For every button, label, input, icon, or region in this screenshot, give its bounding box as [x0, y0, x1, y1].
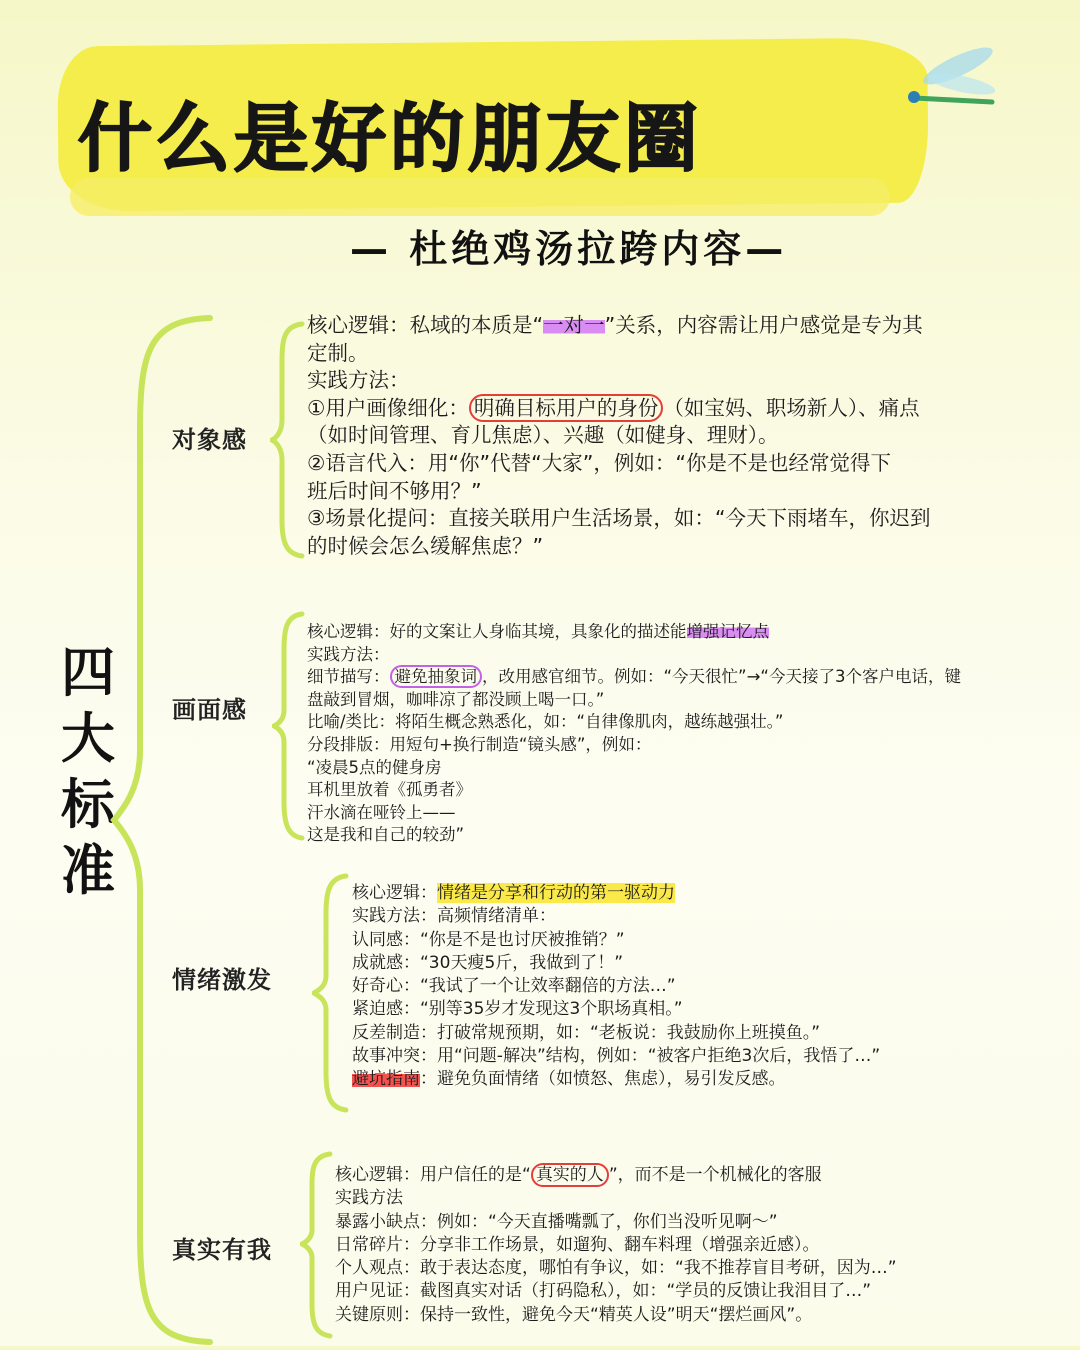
section-visual-content [307, 621, 961, 847]
circled-real-person: 真实的人 [531, 1163, 609, 1187]
main-bracket [110, 310, 220, 1350]
section-label-authentic: 真实有我 [172, 1236, 272, 1264]
section-line: 细节描写： 避免抽象词 ，改用感官细节。例如：“今天很忙”→“今天接了3个客户电话，键 [307, 667, 961, 687]
section-line: 盘敲到冒烟，咖啡凉了都没顾上喝一口。” [307, 689, 605, 709]
section-line: ①用户画像细化： 明确目标用户的身份 （如宝妈、职场新人）、痛点 [307, 395, 920, 420]
section-line: 的时候会怎么缓解焦虑？” [307, 533, 544, 558]
section-line: 故事冲突：用“问题-解决”结构，例如：“被客户拒绝3次后，我悟了…” [352, 1046, 881, 1067]
section-line: 核心逻辑：用户信任的是“ 真实的人 ”，而不是一个机械化的客服 [335, 1165, 822, 1185]
section-emotion-content [352, 882, 880, 1092]
section-line: 实践方法： [307, 644, 390, 664]
section-line: ③场景化提问：直接关联用户生活场景，如：“今天下雨堵车，你迟到 [307, 506, 931, 531]
dragonfly-icon [900, 40, 1000, 120]
circled-target-identity: 明确目标用户的身份 [469, 394, 664, 422]
section-line: 这是我和自己的较劲” [307, 825, 465, 845]
vertical-title-char: 准 [61, 839, 115, 902]
section-line: 反差制造：打破常规预期，如：“老板说：我鼓励你上班摸鱼。” [352, 1022, 821, 1043]
vertical-title-char: 大 [61, 707, 115, 770]
highlight-emotion-driver: 情绪是分享和行动的第一驱动力 [437, 883, 675, 903]
section-line: 定制。 [307, 340, 369, 365]
page-subtitle: — 杜绝鸡汤拉跨内容— [350, 227, 788, 271]
section-line: 实践方法 [335, 1188, 403, 1209]
section-line: 班后时间不够用？” [307, 478, 482, 503]
section-line: 核心逻辑：好的文案让人身临其境，具象化的描述能增强记忆点 [307, 622, 769, 641]
section-line: 关键原则：保持一致性，避免今天“精英人设”明天“摆烂画风”。 [335, 1304, 813, 1325]
section-line: 耳机里放着《孤勇者》 [307, 780, 472, 800]
section-line: 实践方法：高频情绪清单： [352, 906, 556, 927]
section-line: 个人观点：敢于表达态度，哪怕有争议，如：“我不推荐盲目考研，因为…” [335, 1258, 897, 1279]
section-authentic-content [335, 1164, 897, 1327]
section-line: 比喻/类比：将陌生概念熟悉化，如：“自律像肌肉，越练越强壮。” [307, 712, 784, 732]
section-line: （如时间管理、育儿焦虑）、兴趣（如健身、理财）。 [307, 423, 779, 448]
section-line: 汗水滴在哑铃上—— [307, 802, 456, 822]
section-line: 好奇心：“我试了一个让效率翻倍的方法…” [352, 976, 676, 997]
four-standards-title [58, 640, 118, 904]
highlight-pitfall-guide: 避坑指南 [352, 1069, 420, 1090]
section-bracket [300, 1150, 336, 1340]
section-line: 认同感：“你是不是也讨厌被推销？” [352, 929, 625, 950]
section-line: 紧迫感：“别等35岁才发现这3个职场真相。” [352, 999, 683, 1020]
vertical-title-char: 标 [61, 773, 115, 836]
vertical-title-char: 四 [61, 641, 115, 704]
section-line: 避坑指南：避免负面情绪（如愤怒、焦虑），易引发反感。 [352, 1069, 786, 1090]
section-line: 分段排版：用短句+换行制造“镜头感”，例如： [307, 734, 652, 754]
section-line: 核心逻辑：私域的本质是“一对一”关系，内容需让用户感觉是专为其 [307, 313, 923, 337]
section-line: 实践方法： [307, 368, 410, 393]
section-bracket [272, 610, 306, 842]
section-label-visual: 画面感 [172, 696, 247, 724]
section-label-target: 对象感 [172, 426, 247, 454]
section-target-content [307, 312, 931, 560]
section-line: ②语言代入：用“你”代替“大家”，例如：“你是不是也经常觉得下 [307, 450, 891, 475]
section-line: 核心逻辑：情绪是分享和行动的第一驱动力 [352, 883, 675, 903]
section-line: “凌晨5点的健身房 [307, 757, 442, 777]
page-title: 什么是好的朋友圈 [78, 96, 702, 182]
highlight-memory-point: 增强记忆点 [686, 622, 769, 641]
section-line: 暴露小缺点：例如：“今天直播嘴瓢了，你们当没听见啊～” [335, 1211, 778, 1232]
section-bracket [270, 320, 306, 560]
section-label-emotion: 情绪激发 [172, 966, 272, 994]
section-line: 用户见证：截图真实对话（打码隐私），如：“学员的反馈让我泪目了…” [335, 1281, 872, 1302]
section-line: 成就感：“30天瘦5斤，我做到了！” [352, 952, 624, 973]
highlight-one-to-one: 一对一 [543, 313, 605, 337]
circled-avoid-abstract: 避免抽象词 [390, 665, 483, 688]
section-bracket [312, 872, 352, 1114]
section-line: 日常碎片：分享非工作场景，如遛狗、翻车料理（增强亲近感）。 [335, 1234, 820, 1255]
